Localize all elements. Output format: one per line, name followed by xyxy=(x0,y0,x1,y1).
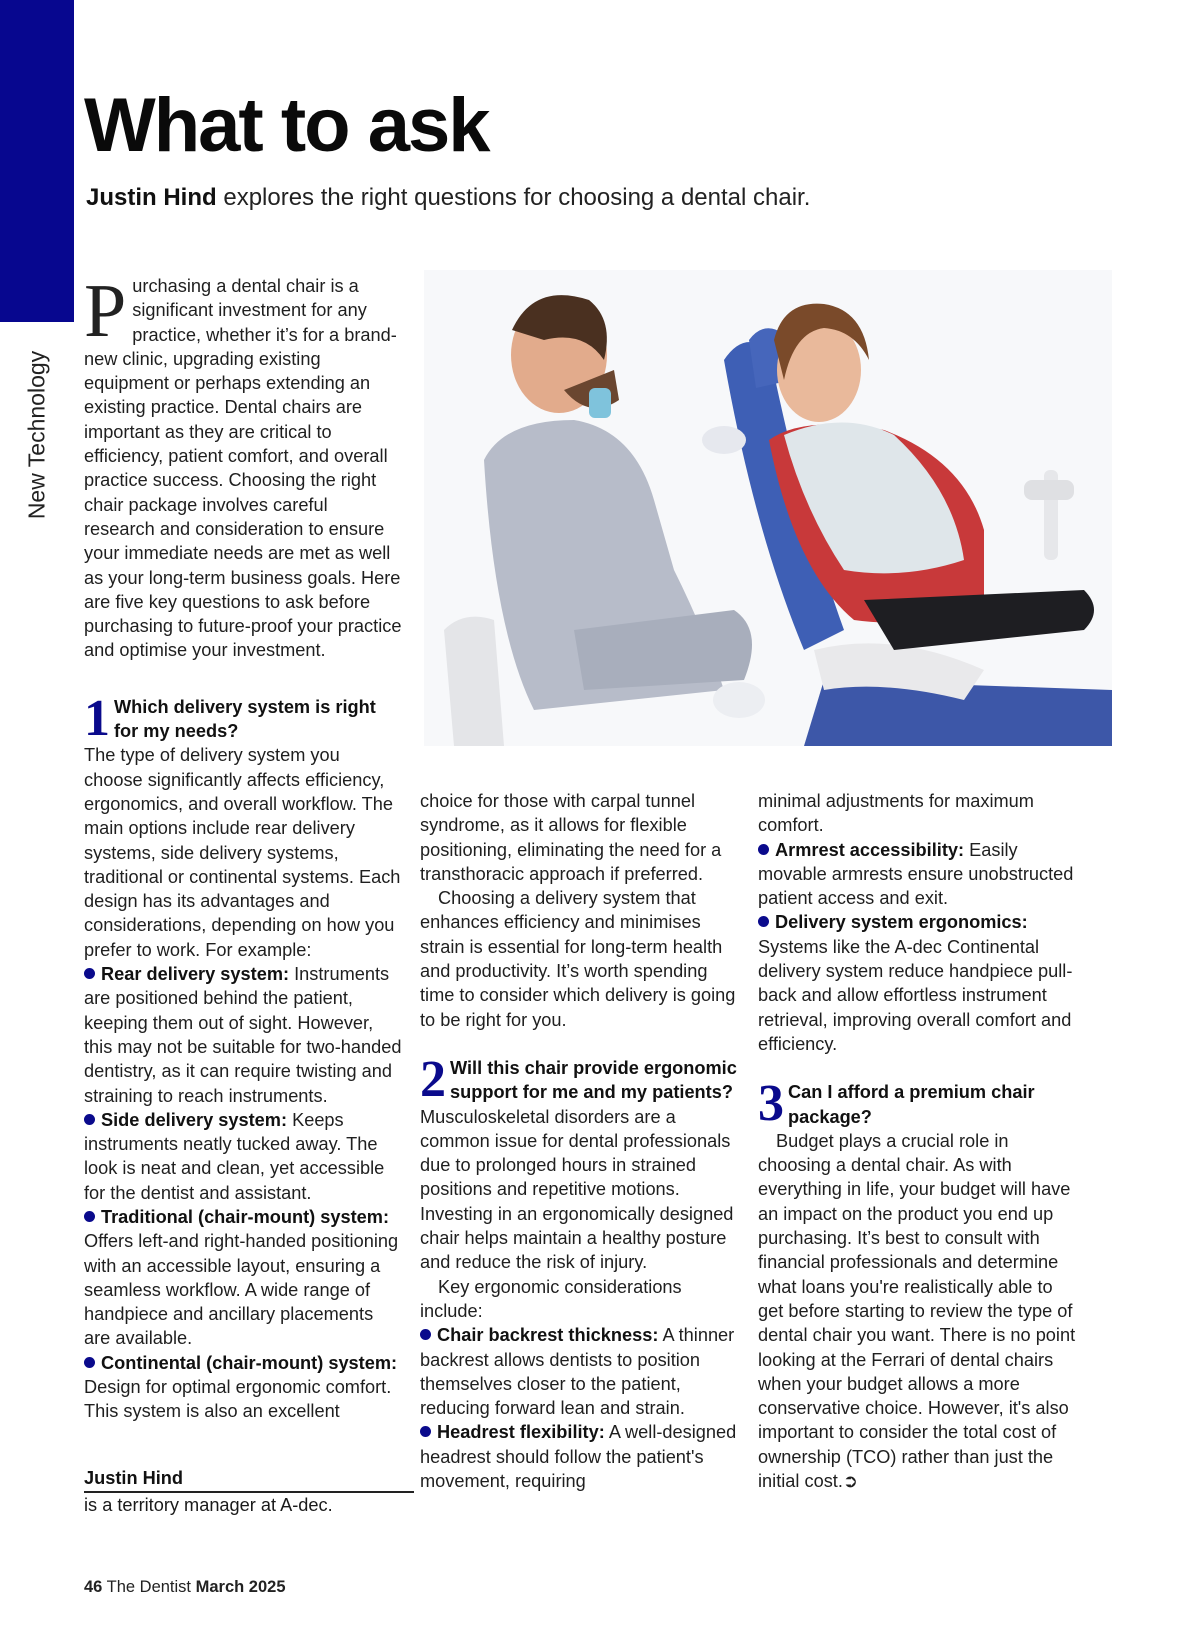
standfirst-text: explores the right questions for choosing a dental chair. xyxy=(216,184,811,211)
byline-role: is a territory manager at A-dec. xyxy=(84,1495,333,1515)
bullet-text: A well-designed headrest should follow the patient's movement, requiring xyxy=(420,1422,737,1492)
page-footer xyxy=(84,1578,286,1597)
question-1-closing: Choosing a delivery system that enhances efficiency and minimises strain is essential for long-term health and productivity. It’s worth spending time to consider which delivery is going to be right for you. xyxy=(420,888,736,1030)
bullet-continental xyxy=(84,1351,402,1424)
bullet-icon xyxy=(84,1114,95,1125)
intro-text: urchasing a dental chair is a significant investment for any practice, whether it’s for a brand-new clinic, upgrading existing equipment or perhaps extending an existing practice. Dental chairs are important as they are critical to efficiency, patient comfort, and overall practice success. Choosing the right chair package involves careful research and consideration to ensure your immediate needs are met as well as your long-term business goals. Here are five key questions to ask before purchasing to future-proof your practice and optimise your investment. xyxy=(84,276,402,661)
section-label xyxy=(22,340,52,530)
headline: What to ask xyxy=(84,83,489,168)
page-number: 46 xyxy=(84,1578,103,1596)
bullet-icon xyxy=(758,916,769,927)
question-1-heading xyxy=(84,689,402,747)
bullet-icon xyxy=(84,1211,95,1222)
issue-date: March 2025 xyxy=(195,1578,286,1596)
bullet-armrest xyxy=(758,838,1078,911)
bullet-text: Offers left-and right-handed positioning with an accessible layout, ensuring a seamless workflow. A wide range of handpiece and ancillary placements are available. xyxy=(84,1231,399,1349)
bullet-text: Keeps instruments neatly tucked away. The look is neat and clean, yet accessible for the dentist and assistant. xyxy=(84,1109,385,1203)
bullet-text: Instruments are positioned behind the patient, keeping them out of sight. However, this may not be suitable for two-handed dentistry, as it can require twisting and straining to reach instruments. xyxy=(84,964,402,1106)
column-2 xyxy=(420,789,738,1493)
bullet-label: Traditional (chair-mount) system: xyxy=(101,1206,390,1227)
photo-illustration xyxy=(424,270,1112,746)
bullet-text: Design for optimal ergonomic comfort. This system is also an excellent xyxy=(84,1377,392,1422)
publication-name: The Dentist xyxy=(102,1578,196,1596)
author-byline xyxy=(84,1466,414,1517)
section-color-band xyxy=(0,0,74,322)
question-3-body xyxy=(758,1129,1078,1493)
question-3-heading-text: Can I afford a premium chair package? xyxy=(788,1082,1035,1127)
drop-cap: P xyxy=(84,269,127,353)
bullet-icon xyxy=(84,968,95,979)
bullet-label: Side delivery system: xyxy=(101,1109,288,1130)
question-2-continued: minimal adjustments for maximum comfort. xyxy=(758,791,1034,836)
question-1-body: The type of delivery system you choose significantly affects efficiency, ergonomics, and overall workflow. The main options include rear delivery systems, side delivery systems, traditional or continental systems. Each design has its advantages and considerations, depending on how you prefer to work. For example: xyxy=(84,745,401,960)
intro-paragraph xyxy=(84,269,402,663)
bullet-icon xyxy=(758,844,769,855)
standfirst-author: Justin Hind xyxy=(86,184,217,211)
question-1-number: 1 xyxy=(84,689,110,747)
bullet-label: Chair backrest thickness: xyxy=(437,1325,659,1346)
bullet-side-delivery xyxy=(84,1108,402,1205)
standfirst xyxy=(86,184,1136,212)
question-2-number: 2 xyxy=(420,1050,446,1108)
bullet-headrest xyxy=(420,1420,738,1493)
question-1-heading-text: Which delivery system is right for my needs? xyxy=(114,696,376,742)
bullet-text: A thinner backrest allows dentists to position themselves closer to the patient, reducing forward lean and strain. xyxy=(420,1325,735,1419)
bullet-traditional xyxy=(84,1205,402,1351)
bullet-icon xyxy=(420,1329,431,1340)
bullet-icon xyxy=(84,1357,95,1368)
bullet-label: Rear delivery system: xyxy=(101,964,290,985)
question-3-heading xyxy=(758,1075,1078,1133)
bullet-rear-delivery xyxy=(84,962,402,1108)
byline-name: Justin Hind xyxy=(84,1466,414,1493)
question-1-continued: choice for those with carpal tunnel syndrome, as it allows for flexible positioning, eliminating the need for a transthoracic approach if preferred. xyxy=(420,791,722,884)
bullet-text: Systems like the A-dec Continental delivery system reduce handpiece pull-back and allow effortless instrument retrieval, improving overall comfort and efficiency. xyxy=(758,936,1073,1054)
column-1 xyxy=(84,269,402,1424)
question-2-heading-text: Will this chair provide ergonomic support for me and my patients? xyxy=(450,1057,737,1103)
column-3 xyxy=(758,789,1078,1493)
bullet-label: Armrest accessibility: xyxy=(775,839,965,860)
bullet-delivery-ergonomics xyxy=(758,910,1078,1056)
bullet-icon xyxy=(420,1426,431,1437)
bullet-text: Easily movable armrests ensure unobstructed patient access and exit. xyxy=(758,839,1074,909)
question-3-body-text: Budget plays a crucial role in choosing a dental chair. As with everything in life, your budget will have an impact on the product you end up purchasing. It’s best to consult with financial professionals and determine what loans you're realistically able to get before starting to review the type of dental chair you want. There is no point looking at the Ferrari of dental chairs when your budget allows a more conservative choice. However, it's also important to consider the total cost of ownership (TCO) rather than just the initial cost. xyxy=(758,1130,1076,1492)
continue-arrow-icon: ➲ xyxy=(842,1471,859,1492)
bullet-label: Delivery system ergonomics: xyxy=(775,912,1028,933)
section-label-text: New Technology xyxy=(23,350,50,520)
bullet-label: Continental (chair-mount) system: xyxy=(101,1352,398,1373)
bullet-backrest xyxy=(420,1323,738,1420)
question-2-body: Musculoskeletal disorders are a common issue for dental professionals due to prolonged hours in strained positions and repetitive motions. Investing in an ergonomically designed chair helps maintain a healthy posture and reduce the risk of injury. xyxy=(420,1106,734,1273)
question-2-heading xyxy=(420,1050,738,1108)
dentist-with-patient-photo xyxy=(424,270,1112,746)
question-2-intro: Key ergonomic considerations include: xyxy=(420,1276,682,1321)
question-3-number: 3 xyxy=(758,1075,784,1133)
bullet-label: Headrest flexibility: xyxy=(437,1422,605,1443)
